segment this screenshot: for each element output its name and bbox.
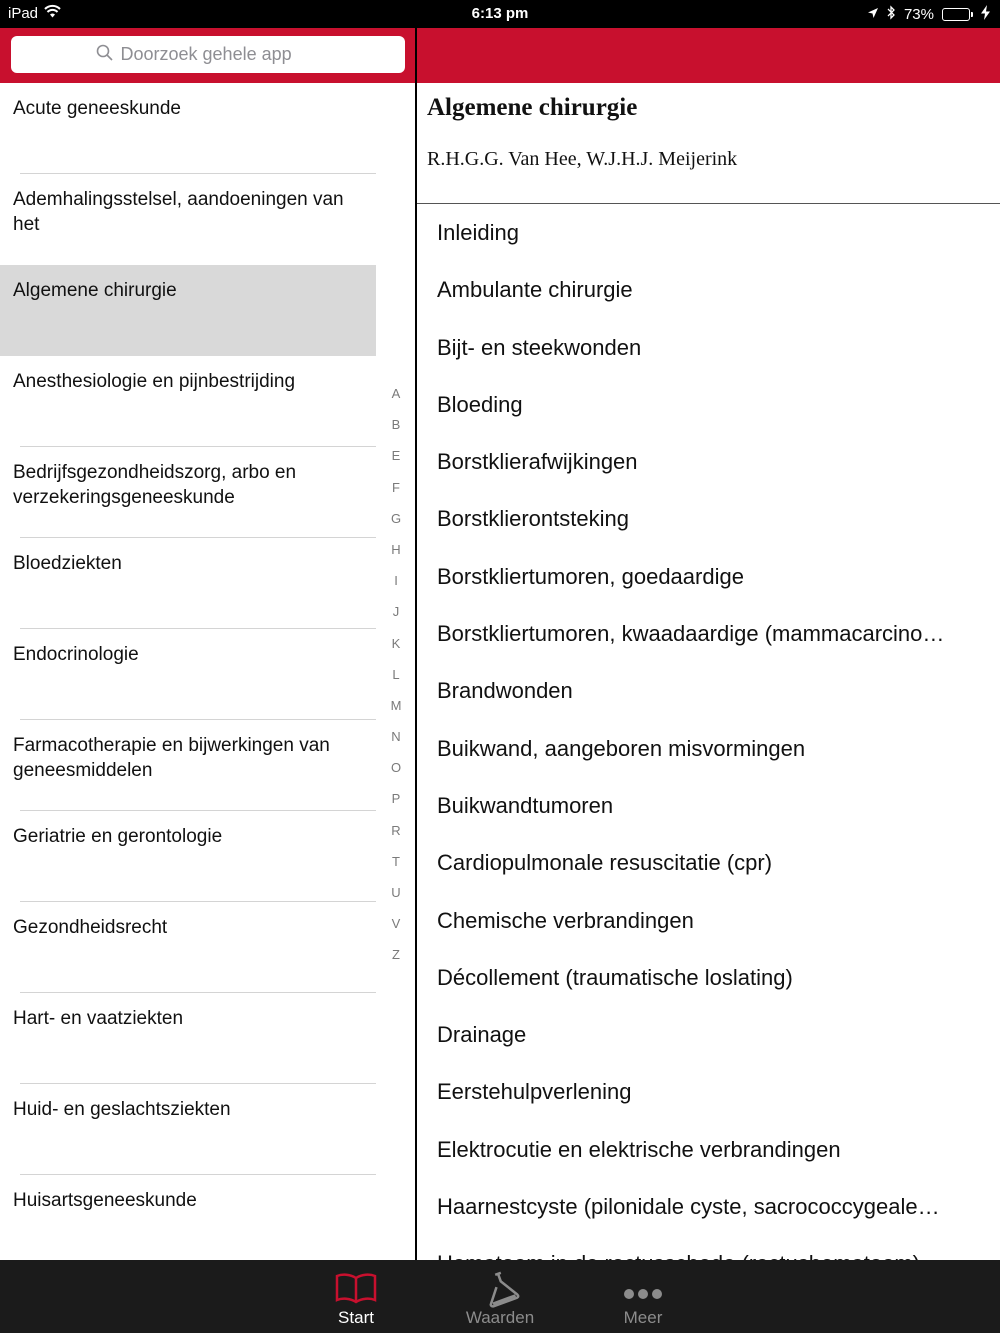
topic-item[interactable]: Haarnestcyste (pilonidale cyste, sacrococcygeale…: [437, 1194, 940, 1220]
category-item[interactable]: [0, 720, 376, 811]
topic-item[interactable]: Brandwonden: [437, 678, 573, 704]
category-item[interactable]: [0, 538, 376, 629]
category-label: Huid- en geslachtsziekten: [13, 1099, 231, 1120]
topic-item[interactable]: Inleiding: [437, 220, 519, 245]
topic-list: [417, 204, 1000, 1293]
category-label: Anesthesiologie en pijnbestrijding: [13, 371, 296, 392]
location-icon: [867, 6, 879, 23]
detail-title: Algemene chirurgie: [427, 94, 638, 121]
status-right: [867, 5, 990, 24]
tab-start[interactable]: [296, 1260, 416, 1333]
device-name: iPad: [8, 5, 39, 22]
alpha-index-letter[interactable]: G: [390, 510, 402, 526]
category-panel: [0, 28, 415, 1260]
topic-item[interactable]: Borstkliertumoren, goedaardige: [437, 563, 744, 589]
detail-panel: [417, 28, 1000, 1260]
category-label: Acute geneeskunde: [13, 98, 181, 119]
detail-header-bar: [417, 28, 1000, 83]
category-item[interactable]: [0, 811, 376, 902]
tab-waarden-label: Waarden: [465, 1308, 535, 1327]
alpha-index-letter[interactable]: P: [391, 791, 401, 807]
category-label: Ademhalingsstelsel, aandoeningen van het: [13, 189, 344, 235]
charging-icon: [981, 5, 990, 24]
category-label: Gezondheidsrecht: [13, 917, 168, 938]
bluetooth-icon: [887, 5, 896, 24]
category-item[interactable]: [0, 1175, 376, 1266]
category-item[interactable]: [0, 1084, 376, 1175]
alpha-index-letter[interactable]: T: [392, 853, 400, 869]
status-time: 6:13 pm: [471, 5, 529, 22]
alpha-index-letter[interactable]: A: [391, 386, 401, 401]
alpha-index-letter[interactable]: O: [390, 760, 402, 776]
alpha-index-letter[interactable]: H: [391, 541, 401, 557]
alpha-index-letter[interactable]: V: [391, 916, 401, 932]
topic-item[interactable]: Borstkliertumoren, kwaadaardige (mammacarcino…: [437, 621, 945, 647]
alpha-index-letter[interactable]: U: [391, 885, 401, 900]
topic-item[interactable]: Borstklierafwijkingen: [437, 449, 638, 475]
category-item[interactable]: [0, 83, 376, 174]
category-item[interactable]: [0, 174, 376, 265]
battery-percent: 73%: [903, 6, 934, 23]
category-label: Algemene chirurgie: [13, 280, 177, 301]
tab-meer[interactable]: [583, 1260, 703, 1333]
alpha-index-letter[interactable]: E: [391, 448, 401, 464]
alpha-index-letter[interactable]: L: [392, 666, 400, 682]
alpha-index-letter[interactable]: N: [391, 729, 401, 745]
category-label: Endocrinologie: [13, 644, 139, 665]
search-box[interactable]: [11, 36, 405, 73]
topic-item[interactable]: Buikwand, aangeboren misvormingen: [437, 735, 806, 761]
category-item[interactable]: [0, 902, 376, 993]
more-dots-icon: [583, 1260, 703, 1304]
book-icon: [296, 1260, 416, 1304]
tab-start-label: Start: [338, 1308, 374, 1327]
search-bar: [0, 28, 415, 83]
topic-item[interactable]: Drainage: [437, 1022, 527, 1048]
topic-item[interactable]: Elektrocutie en elektrische verbrandingen: [437, 1136, 841, 1162]
category-label: Bloedziekten: [13, 553, 122, 574]
topic-item[interactable]: Borstklierontsteking: [437, 506, 629, 532]
topic-item[interactable]: Décollement (traumatische loslating): [437, 964, 793, 990]
battery-icon: [942, 8, 973, 21]
alpha-index-letter[interactable]: J: [392, 604, 400, 620]
tab-meer-label: Meer: [623, 1308, 663, 1327]
topic-item[interactable]: Chemische verbrandingen: [437, 907, 694, 933]
category-label: Bedrijfsgezondheidszorg, arbo en verzekeringsgeneeskunde: [13, 462, 297, 508]
alpha-index-letter[interactable]: B: [391, 417, 401, 433]
alpha-index-letter[interactable]: I: [394, 573, 398, 589]
alpha-index-letter[interactable]: F: [392, 479, 400, 495]
category-item[interactable]: [0, 356, 376, 447]
alpha-index-letter[interactable]: Z: [392, 947, 400, 963]
topic-item[interactable]: Eerstehulpverlening: [437, 1079, 632, 1105]
status-bar: [0, 0, 1000, 28]
category-item[interactable]: [0, 993, 376, 1084]
category-label: Huisartsgeneeskunde: [13, 1190, 197, 1211]
search-input[interactable]: [121, 44, 321, 65]
category-label: Farmacotherapie en bijwerkingen van geneesmiddelen: [13, 735, 330, 781]
detail-authors: R.H.G.G. Van Hee, W.J.H.J. Meijerink: [427, 148, 738, 170]
category-label: Geriatrie en gerontologie: [13, 826, 223, 847]
flask-icon: [440, 1260, 560, 1304]
topic-item[interactable]: Cardiopulmonale resuscitatie (cpr): [437, 850, 773, 876]
tab-bar: [0, 1260, 1000, 1333]
tab-waarden[interactable]: [440, 1260, 560, 1333]
topic-item[interactable]: Bijt- en steekwonden: [437, 334, 642, 360]
alpha-index[interactable]: [380, 378, 412, 971]
category-item[interactable]: [0, 629, 376, 720]
category-item[interactable]: [0, 447, 376, 538]
category-label: Hart- en vaatziekten: [13, 1008, 184, 1029]
category-list: [0, 83, 376, 1266]
topic-item[interactable]: Ambulante chirurgie: [437, 277, 633, 303]
category-item[interactable]: [0, 265, 376, 356]
topic-item[interactable]: Buikwandtumoren: [437, 792, 614, 818]
search-icon: [96, 44, 113, 66]
alpha-index-letter[interactable]: R: [391, 822, 401, 838]
topic-item[interactable]: Bloeding: [437, 391, 523, 417]
alpha-index-letter[interactable]: K: [391, 635, 401, 651]
alpha-index-letter[interactable]: M: [390, 697, 402, 713]
